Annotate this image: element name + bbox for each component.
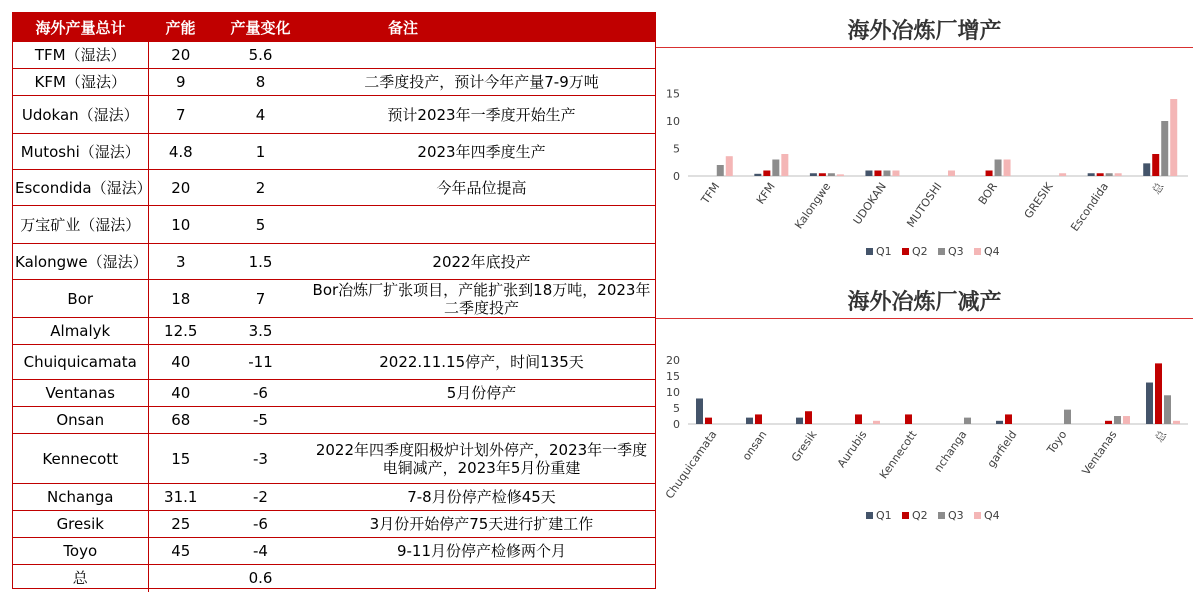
cell-change: -11 (213, 345, 308, 380)
x-tick-label: 总 (1149, 180, 1167, 197)
bar-q2 (805, 411, 812, 424)
bar-q3 (995, 160, 1002, 177)
legend-label: Q1 (876, 245, 892, 258)
x-tick-label: Toyo (1044, 428, 1070, 457)
legend-swatch (938, 512, 945, 519)
cell-capacity: 40 (148, 380, 213, 407)
legend-label: Q2 (912, 245, 928, 258)
cell-note: 预计2023年一季度开始生产 (308, 96, 655, 134)
cell-note (308, 42, 655, 69)
bar-q1 (1143, 163, 1150, 176)
x-tick-label: Ventanas (1079, 428, 1120, 478)
bar-q1 (996, 421, 1003, 424)
cell-change: -6 (213, 380, 308, 407)
bar-q4 (892, 171, 899, 177)
cell-note: 2023年四季度生产 (308, 134, 655, 170)
bar-q4 (873, 421, 880, 424)
cell-capacity: 10 (148, 206, 213, 244)
x-tick-label: garfield (984, 428, 1020, 471)
legend-swatch (866, 512, 873, 519)
bar-q4 (1173, 421, 1180, 424)
cell-name: Escondida（湿法） (13, 170, 148, 206)
legend-label: Q4 (984, 509, 1000, 522)
table-row (13, 96, 655, 134)
bar-q4 (1115, 173, 1122, 176)
cell-change: 3.5 (213, 318, 308, 345)
bar-q4 (948, 171, 955, 177)
table-row (13, 407, 655, 434)
bar-q2 (819, 173, 826, 176)
cell-capacity: 45 (148, 538, 213, 565)
y-tick-label: 20 (666, 354, 680, 368)
bar-q2 (1155, 363, 1162, 424)
y-tick-label: 10 (666, 115, 680, 128)
y-tick-label: 0 (673, 418, 680, 431)
bar-q3 (964, 418, 971, 424)
table-row (13, 170, 655, 206)
legend-swatch (902, 512, 909, 519)
table-row (13, 434, 655, 484)
y-tick-label: 15 (666, 87, 680, 101)
bar-q1 (865, 171, 872, 177)
bar-q4 (1004, 160, 1011, 177)
x-tick-label: TFM (698, 180, 723, 207)
table-row (13, 484, 655, 511)
y-tick-label: 5 (673, 402, 680, 416)
cell-change: -6 (213, 511, 308, 538)
cell-capacity (148, 565, 213, 592)
bar-q1 (796, 418, 803, 424)
bar-q2 (905, 414, 912, 424)
cell-note (308, 318, 655, 345)
cell-name: Toyo (13, 538, 148, 565)
x-tick-label: onsan (739, 428, 770, 463)
bar-q3 (772, 160, 779, 177)
legend-swatch (866, 248, 873, 255)
cell-name: Onsan (13, 407, 148, 434)
bar-q1 (810, 173, 817, 176)
bar-q1 (754, 174, 761, 176)
bar-q4 (837, 174, 844, 176)
cell-capacity: 7 (148, 96, 213, 134)
cell-change: 2 (213, 170, 308, 206)
x-tick-label: Aurubis (834, 428, 870, 470)
chart-increase (656, 50, 1193, 280)
cell-note (308, 565, 655, 592)
x-tick-label: KFM (753, 180, 778, 207)
cell-capacity: 20 (148, 42, 213, 69)
cell-name: Almalyk (13, 318, 148, 345)
bar-q2 (763, 171, 770, 177)
cell-capacity: 25 (148, 511, 213, 538)
cell-change: -5 (213, 407, 308, 434)
cell-note: 二季度投产，预计今年产量7-9万吨 (308, 69, 655, 96)
cell-name: Kennecott (13, 434, 148, 484)
chart-title-decrease: 海外冶炼厂减产 (847, 290, 1002, 315)
bar-q3 (1164, 395, 1171, 424)
cell-change: 5.6 (213, 42, 308, 69)
bar-q2 (1005, 414, 1012, 424)
bar-q3 (1106, 173, 1113, 176)
cell-capacity: 3 (148, 244, 213, 280)
bar-q1 (1146, 383, 1153, 424)
cell-name: Chuiquicamata (13, 345, 148, 380)
bar-q2 (755, 414, 762, 424)
cell-name: 万宝矿业（湿法） (13, 206, 148, 244)
cell-note: 9-11月份停产检修两个月 (308, 538, 655, 565)
header-change: 产量变化 (213, 13, 308, 42)
bar-q2 (705, 418, 712, 424)
table-body (13, 42, 655, 592)
cell-note: 2022年底投产 (308, 244, 655, 280)
x-tick-label: Chuquicamata (662, 428, 720, 502)
bar-q2 (874, 171, 881, 177)
bar-q3 (1161, 121, 1168, 176)
legend-label: Q3 (948, 509, 964, 522)
table-row (13, 345, 655, 380)
cell-name: Nchanga (13, 484, 148, 511)
x-tick-label: Escondida (1068, 180, 1112, 234)
bar-q2 (986, 171, 993, 177)
cell-name: Gresik (13, 511, 148, 538)
bar-q2 (1097, 173, 1104, 176)
cell-note: 2022年四季度阳极炉计划外停产，2023年一季度电铜减产，2023年5月份重建 (308, 434, 655, 484)
legend-label: Q3 (948, 245, 964, 258)
y-tick-label: 15 (666, 370, 680, 384)
cell-capacity: 40 (148, 345, 213, 380)
x-tick-label: BOR (975, 180, 1001, 208)
cell-change: -3 (213, 434, 308, 484)
x-tick-label: Gresik (788, 428, 820, 465)
bar-q3 (717, 165, 724, 176)
cell-change: 0.6 (213, 565, 308, 592)
x-tick-label: 总 (1152, 428, 1170, 445)
header-name: 海外产量总计 (13, 13, 148, 42)
bar-q4 (1170, 99, 1177, 176)
divider-line (656, 318, 1193, 319)
legend-swatch (902, 248, 909, 255)
chart-decrease (656, 321, 1193, 551)
legend-swatch (974, 248, 981, 255)
cell-change: 8 (213, 69, 308, 96)
table-row (13, 565, 655, 592)
table-row (13, 280, 655, 318)
cell-name: KFM（湿法） (13, 69, 148, 96)
cell-change: 4 (213, 96, 308, 134)
table-row (13, 42, 655, 69)
legend-swatch (938, 248, 945, 255)
cell-name: TFM（湿法） (13, 42, 148, 69)
cell-note: Bor冶炼厂扩张项目，产能扩张到18万吨，2023年二季度投产 (308, 280, 655, 318)
cell-capacity: 15 (148, 434, 213, 484)
x-tick-label: UDOKAN (850, 180, 889, 228)
table-row (13, 244, 655, 280)
cell-change: -4 (213, 538, 308, 565)
cell-name: Udokan（湿法） (13, 96, 148, 134)
header-note: 备注 (308, 13, 655, 42)
bar-q4 (1059, 173, 1066, 176)
legend-label: Q2 (912, 509, 928, 522)
cell-change: 5 (213, 206, 308, 244)
table-row (13, 69, 655, 96)
x-tick-label: MUTOSHI (904, 180, 945, 230)
cell-capacity: 20 (148, 170, 213, 206)
bar-q1 (1088, 173, 1095, 176)
table-row (13, 206, 655, 244)
cell-name: Mutoshi（湿法） (13, 134, 148, 170)
bar-q4 (781, 154, 788, 176)
cell-name: Kalongwe（湿法） (13, 244, 148, 280)
x-tick-label: GRESIK (1021, 180, 1056, 221)
cell-name: Ventanas (13, 380, 148, 407)
legend-label: Q1 (876, 509, 892, 522)
cell-capacity: 31.1 (148, 484, 213, 511)
table-row (13, 318, 655, 345)
y-tick-label: 10 (666, 386, 680, 400)
cell-name: 总 (13, 565, 148, 592)
cell-change: 1 (213, 134, 308, 170)
bar-q3 (883, 171, 890, 177)
header-capacity: 产能 (148, 13, 213, 42)
cell-capacity: 9 (148, 69, 213, 96)
bar-q1 (696, 398, 703, 424)
bar-q4 (1123, 416, 1130, 424)
table-row (13, 511, 655, 538)
table-header-row (13, 13, 655, 42)
cell-capacity: 4.8 (148, 134, 213, 170)
x-tick-label: nchanga (931, 428, 970, 475)
cell-capacity: 68 (148, 407, 213, 434)
bar-q4 (726, 156, 733, 176)
bar-q2 (855, 414, 862, 424)
cell-note: 3月份开始停产75天进行扩建工作 (308, 511, 655, 538)
bar-q3 (1064, 410, 1071, 424)
x-tick-label: Kennecott (876, 428, 920, 482)
cell-change: -2 (213, 484, 308, 511)
table-row (13, 380, 655, 407)
chart-title-increase: 海外冶炼厂增产 (847, 19, 1002, 44)
bar-q2 (1105, 421, 1112, 424)
cell-note: 7-8月份停产检修45天 (308, 484, 655, 511)
legend-swatch (974, 512, 981, 519)
cell-capacity: 18 (148, 280, 213, 318)
bar-q1 (746, 418, 753, 424)
table-row (13, 134, 655, 170)
cell-note (308, 206, 655, 244)
bar-q2 (1152, 154, 1159, 176)
cell-note: 5月份停产 (308, 380, 655, 407)
cell-note (308, 407, 655, 434)
cell-change: 7 (213, 280, 308, 318)
bar-q3 (828, 173, 835, 176)
x-tick-label: Kalongwe (792, 180, 834, 232)
y-tick-label: 0 (673, 170, 680, 183)
cell-name: Bor (13, 280, 148, 318)
y-tick-label: 5 (673, 142, 680, 156)
cell-note: 2022.11.15停产，时间135天 (308, 345, 655, 380)
divider-line (656, 47, 1193, 48)
cell-change: 1.5 (213, 244, 308, 280)
table-row (13, 538, 655, 565)
cell-note: 今年品位提高 (308, 170, 655, 206)
smelter-table (12, 12, 656, 589)
legend-label: Q4 (984, 245, 1000, 258)
cell-capacity: 12.5 (148, 318, 213, 345)
bar-q3 (1114, 416, 1121, 424)
